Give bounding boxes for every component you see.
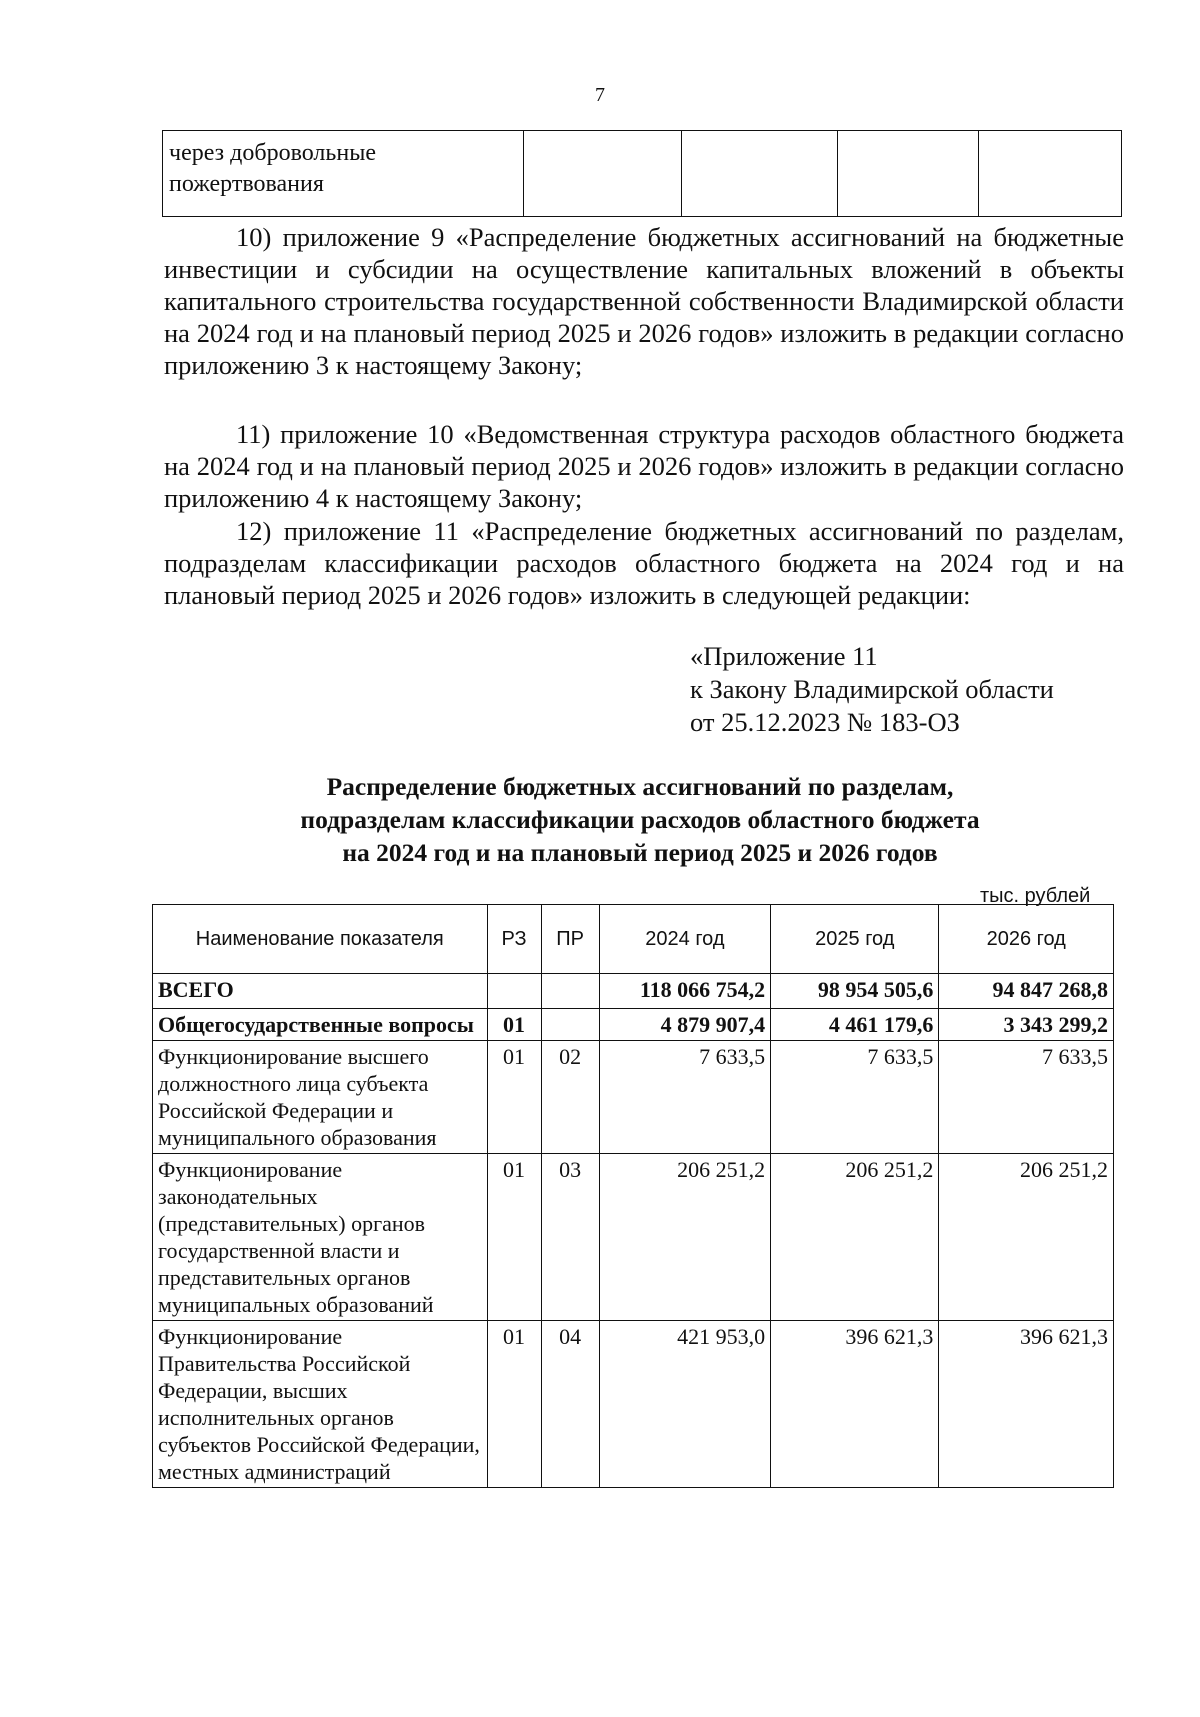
row-name: ВСЕГО	[153, 974, 488, 1009]
table-cell	[838, 131, 979, 217]
header-name: Наименование показателя	[153, 905, 488, 974]
units-label: тыс. рублей	[980, 885, 1091, 907]
row-2026: 396 621,3	[939, 1321, 1114, 1488]
table-cell	[979, 131, 1122, 217]
page-number: 7	[595, 84, 605, 106]
paragraph-item-11: 11) приложение 10 «Ведомственная структура расходов областного бюджета на 2024 год и на плановый период 2025 и 2026 годов» изложить в редакции согласно приложению 4 к настоящему Закону;	[164, 419, 1124, 513]
row-pr: 03	[541, 1154, 599, 1321]
table-cell	[524, 131, 682, 217]
row-2025: 396 621,3	[771, 1321, 939, 1488]
row-2026: 206 251,2	[939, 1154, 1114, 1321]
row-2025: 98 954 505,6	[771, 974, 939, 1009]
row-2025: 4 461 179,6	[771, 1009, 939, 1041]
row-pr: 04	[541, 1321, 599, 1488]
appendix-reference	[690, 640, 1054, 739]
header-pr: ПР	[541, 905, 599, 974]
row-2024: 118 066 754,2	[599, 974, 770, 1009]
row-name: Функционирование Правительства Российской Федерации, высших исполнительных органов субъектов Российской Федерации, местных администраций	[153, 1321, 488, 1488]
row-2024: 421 953,0	[599, 1321, 770, 1488]
appendix-line: «Приложение 11	[690, 641, 878, 671]
header-2025: 2025 год	[771, 905, 939, 974]
row-name: Функционирование высшего должностного лица субъекта Российской Федерации и муниципального образования	[153, 1041, 488, 1154]
row-rz	[487, 974, 541, 1009]
header-2024: 2024 год	[599, 905, 770, 974]
table-title	[200, 770, 1080, 869]
table-row	[163, 131, 1122, 217]
row-2025: 206 251,2	[771, 1154, 939, 1321]
appendix-line: к Закону Владимирской области	[690, 674, 1054, 704]
row-2026: 3 343 299,2	[939, 1009, 1114, 1041]
paragraph-item-12: 12) приложение 11 «Распределение бюджетных ассигнований по разделам, подразделам классификации расходов областного бюджета на 2024 год и на плановый период 2025 и 2026 годов» изложить в следующей редакции:	[164, 516, 1124, 610]
table-header-row	[153, 905, 1114, 974]
row-pr	[541, 1009, 599, 1041]
title-line: Распределение бюджетных ассигнований по разделам,	[326, 772, 954, 801]
row-2024: 206 251,2	[599, 1154, 770, 1321]
row-rz: 01	[487, 1009, 541, 1041]
row-name: Функционирование законодательных (представительных) органов государственной власти и представительных органов муниципальных образований	[153, 1154, 488, 1321]
table-row	[153, 1154, 1114, 1321]
row-pr	[541, 974, 599, 1009]
paragraph-item-10: 10) приложение 9 «Распределение бюджетных ассигнований на бюджетные инвестиции и субсидии на осуществление капитальных вложений в объекты капитального строительства государственной собственности Владимирской области на 2024 год и на плановый период 2025 и 2026 годов» изложить в редакции согласно приложению 3 к настоящему Закону;	[164, 222, 1124, 380]
table-row	[153, 1041, 1114, 1154]
title-line: подразделам классификации расходов областного бюджета	[300, 805, 980, 834]
table-row	[153, 1321, 1114, 1488]
row-rz: 01	[487, 1154, 541, 1321]
header-rz: РЗ	[487, 905, 541, 974]
title-line: на 2024 год и на плановый период 2025 и 2026 годов	[342, 838, 938, 867]
table-cell	[682, 131, 838, 217]
row-2025: 7 633,5	[771, 1041, 939, 1154]
row-name: Общегосударственные вопросы	[153, 1009, 488, 1041]
continued-table-fragment	[162, 130, 1122, 217]
row-rz: 01	[487, 1321, 541, 1488]
table-row-total	[153, 974, 1114, 1009]
appendix-line: от 25.12.2023 № 183-ОЗ	[690, 707, 960, 737]
header-2026: 2026 год	[939, 905, 1114, 974]
row-2024: 4 879 907,4	[599, 1009, 770, 1041]
row-pr: 02	[541, 1041, 599, 1154]
row-rz: 01	[487, 1041, 541, 1154]
table-cell: через добровольные пожертвования	[163, 131, 524, 217]
row-2024: 7 633,5	[599, 1041, 770, 1154]
table-row	[153, 1009, 1114, 1041]
row-2026: 7 633,5	[939, 1041, 1114, 1154]
budget-table	[152, 904, 1114, 1488]
row-2026: 94 847 268,8	[939, 974, 1114, 1009]
